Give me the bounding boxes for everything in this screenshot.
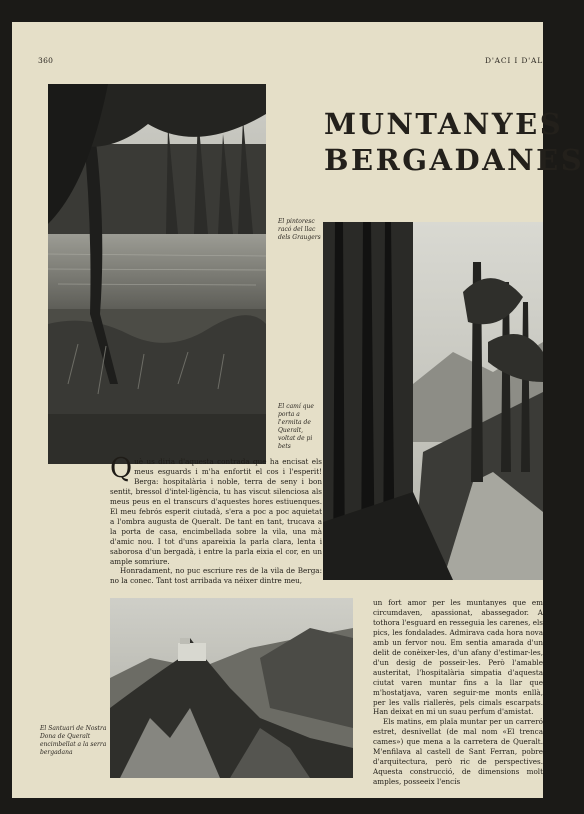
page-number: 360 (38, 56, 54, 65)
lake-photo-image (48, 84, 266, 464)
photo-lake-graugers (48, 84, 266, 464)
caption-path: El camí que porta a l'ermita de Queralt, voltat de pi bets (278, 403, 314, 450)
paragraph-3: un fort amor per les muntanyes que em circumdaven, apassionat, abassegador. A tothora l'esguard en resseguia les carenes, els pics, les fondalades. Admirava cada hora nova amb un fervor nou. Em sentia amarada d'un delit de conèixer-les, d'un afany d'estimar-les, d'un desig de posseir-les. Però l'amable austeritat, l'hospitalària simpatia d'aquesta ciutat varen muntar fins a la llar que m'hostatjava, varen seguir-me monts enllà, per les valls riallerès, pels cimals escarpats. Han deixat en mi un suau perfum d'amistat. (373, 598, 543, 717)
title-line-1: MUNTANYES (324, 107, 564, 141)
caption-sanctuary: El Santuari de Nostra Dona de Queralt encimbellat a la serra bergadana (40, 725, 107, 756)
title-line-2: BERGADANES (324, 143, 584, 177)
paragraph-1 (110, 453, 322, 566)
drop-cap: Q (110, 453, 133, 484)
sanctuary-photo-image (110, 598, 353, 778)
running-title: D'ACI I D'AL (485, 56, 543, 65)
paragraph-2: Honradament, no puc escriure res de la vila de Berga: no la conec. Tant tost arribada va néixer dintre meu, (110, 566, 322, 586)
body-column-2 (373, 598, 543, 787)
path-photo-image (323, 222, 543, 580)
body-column-1 (110, 453, 322, 586)
paragraph-1-text: uè us diria d'aquesta contrada que ha encisat els meus esguards i m'ha enfortit el cos i l'esperit! Berga: hospitalària i noble, terra de seny i bon sentit, bressol d'intel·ligència, tu has viscut silenciosa als meus peus en el transcurs d'aquestes hores estiuenques. El meu febrós esperit ciutadà, s'era a poc a poc aquietat a l'ombra augusta de Queralt. De tant en tant, trucava a la porta de casa, encimbellada sobre la vila, una mà d'amic nou. I tot d'uns apareixia la parla clara, lenta i saborosa d'un bergadà, i entre la parla eixia el cor, en un ample somriure. (110, 457, 322, 566)
photo-path-queralt (323, 222, 543, 580)
paragraph-4: Els matins, em plaïa muntar per un carreró estret, desnivellat (de mal nom «El trenca cames») que mena a la carretera de Queralt. M'enfilava al castell de Sant Ferran, pobre d'arquitectura, però ric de perspectives. Aquesta construcció, de dimensions molt amples, posseeix l'encís (373, 717, 543, 787)
article-title (324, 106, 584, 178)
caption-lake: El pintoresc racó del llac dels Graugers (278, 218, 321, 241)
magazine-page (12, 22, 584, 798)
photo-sanctuary-queralt (110, 598, 353, 778)
